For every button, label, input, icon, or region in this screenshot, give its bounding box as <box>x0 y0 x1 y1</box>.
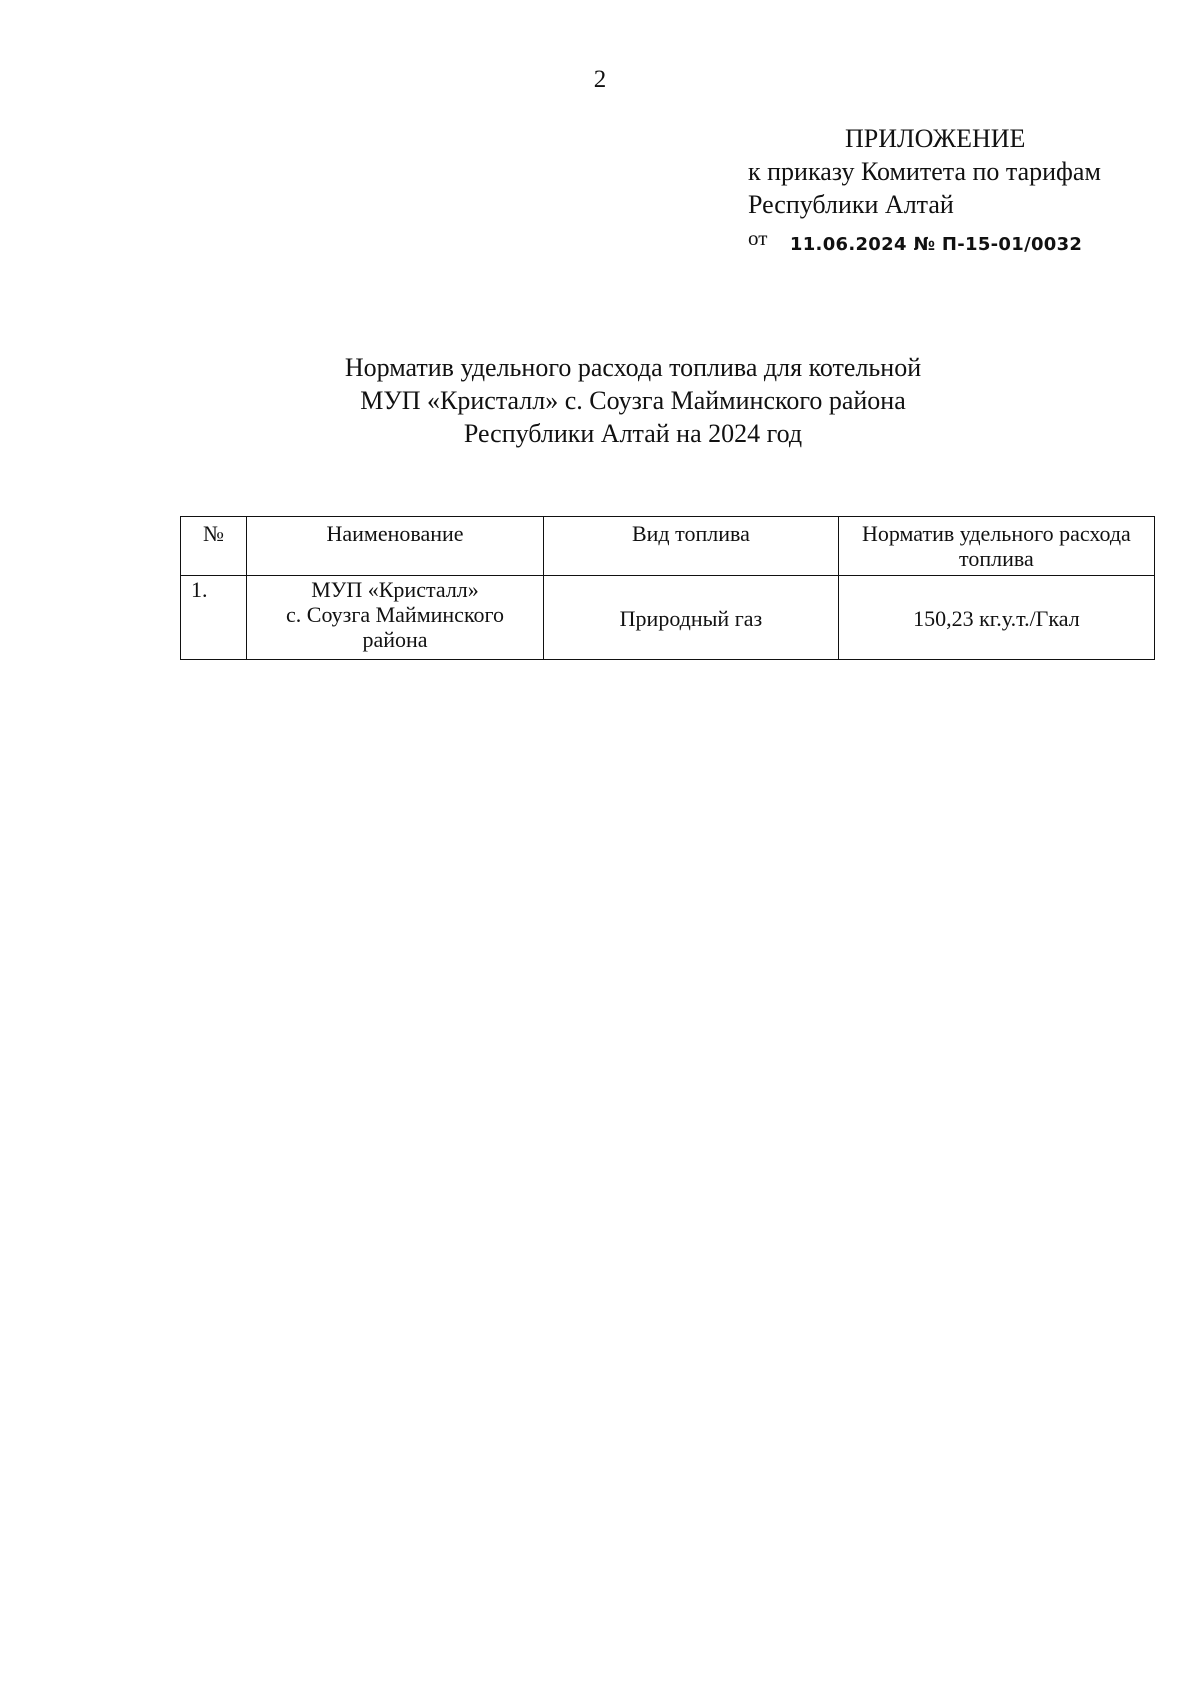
appendix-header <box>748 122 1168 261</box>
row-norm-value: 150,23 кг.у.т./Гкал <box>838 576 1154 660</box>
table-header-row <box>181 517 1155 576</box>
header-name: Наименование <box>246 517 543 576</box>
appendix-title: ПРИЛОЖЕНИЕ <box>845 124 1026 153</box>
row-name-line-1: МУП «Кристалл» <box>311 577 479 602</box>
row-name <box>246 576 543 660</box>
document-title-line-3: Республики Алтай на 2024 год <box>463 419 803 448</box>
document-title-line-1: Норматив удельного расхода топлива для котельной <box>344 353 922 382</box>
appendix-authority-line: Республики Алтай <box>748 190 954 219</box>
row-name-line-2: с. Соузга Майминского <box>286 602 504 627</box>
document-title <box>133 351 1133 450</box>
row-number: 1. <box>181 576 247 660</box>
page-number: 2 <box>593 66 607 93</box>
row-name-line-3: района <box>362 627 428 652</box>
header-number: № <box>181 517 247 576</box>
fuel-norms-table <box>180 516 1155 660</box>
row-fuel-type: Природный газ <box>544 576 839 660</box>
document-title-line-2: МУП «Кристалл» с. Соузга Майминского района <box>360 386 906 415</box>
table-row <box>181 576 1155 660</box>
order-date-number-stamp: 11.06.2024 № П-15-01/0032 <box>789 234 1083 255</box>
order-reference <box>748 225 1168 261</box>
order-prefix: от <box>748 226 768 250</box>
header-norm: Норматив удельного расхода топлива <box>838 517 1154 576</box>
header-fuel-type: Вид топлива <box>544 517 839 576</box>
appendix-order-line: к приказу Комитета по тарифам <box>748 157 1101 186</box>
